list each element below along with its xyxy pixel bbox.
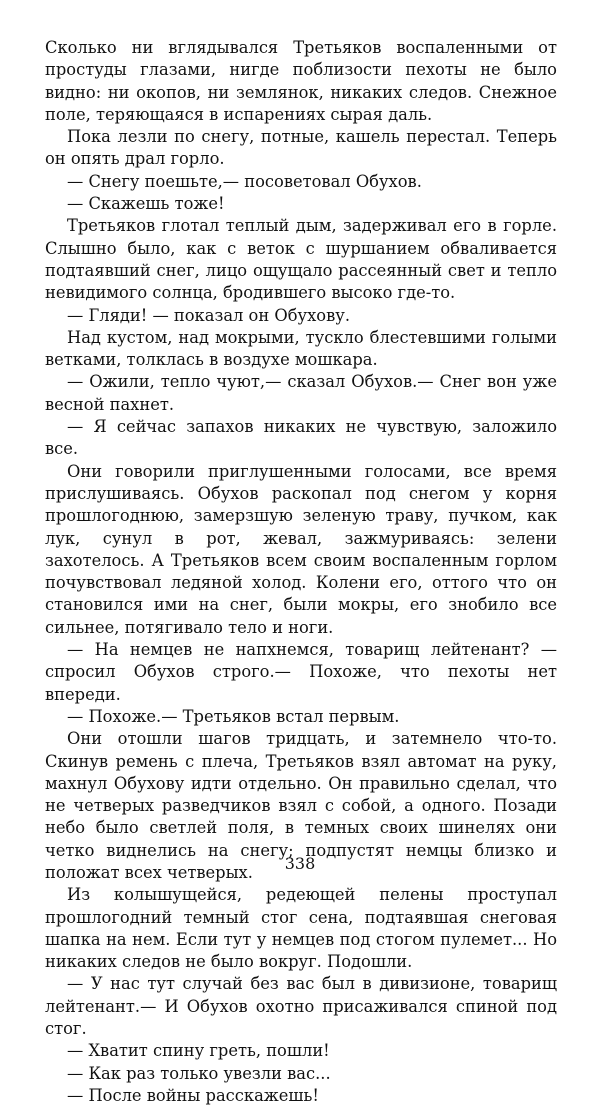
book-page-text <box>45 37 557 1107</box>
paragraph: Пока лезли по снегу, потные, кашель перестал. Теперь он опять драл горло. <box>45 127 557 169</box>
dialogue-line: — Хватит спину греть, пошли! <box>67 1041 330 1061</box>
dialogue-line: — На немцев не напхнемся, товарищ лейтенант? — спросил Обухов строго.— Похоже, что пехоты нет впереди. <box>45 640 557 704</box>
paragraph: Они говорили приглушенными голосами, все время прислушиваясь. Обухов раскопал под снегом у корня прошлогоднюю, замерзшую зеленую траву, пучком, как лук, сунул в рот, жевал, зажмуриваясь: зелени захотелось. А Третьяков всем своим воспаленным горлом почувствовал ледяной холод. Колени его, оттого что он становился ими на снег, были мокры, его знобило все сильнее, потягивало тело и ноги. <box>45 461 557 637</box>
dialogue-line: — Скажешь тоже! <box>67 194 225 214</box>
paragraph: Над кустом, над мокрыми, тускло блестевшими голыми ветками, толклась в воздухе мошкара. <box>45 327 557 370</box>
paragraph: Они отошли шагов тридцать, и затемнело что-то. Скинув ремень с плеча, Третьяков взял автомат на руку, махнул Обухову идти отдельно. Он правильно сделал, что не четверых разведчиков взял с собой, а одного. Позади небо было светлей поля, в темных своих шинелях они четко виднелись на снегу; подпустят немцы близко и положат всех четверых. <box>45 729 557 882</box>
dialogue-line: — Похоже.— Третьяков встал первым. <box>67 706 400 726</box>
dialogue-line: — У нас тут случай без вас был в дивизионе, товарищ лейтенант.— И Обухов охотно присаживался спиной под стог. <box>45 974 557 1039</box>
paragraph: Третьяков глотал теплый дым, задерживал его в горле. Слышно было, как с веток с шуршанием обваливается подтаявший снег, лицо ощущало рассеянный свет и тепло невидимого солнца, бродившего высоко где-то. <box>45 216 557 303</box>
dialogue-line: — После войны расскажешь! <box>67 1085 319 1105</box>
dialogue-line: — Ожили, тепло чуют,— сказал Обухов.— Снег вон уже весной пахнет. <box>45 372 557 414</box>
dialogue-line: — Как раз только увезли вас... <box>67 1063 331 1083</box>
dialogue-line: — Снегу поешьте,— посоветовал Обухов. <box>67 171 422 191</box>
dialogue-line: — Я сейчас запахов никаких не чувствую, заложило все. <box>45 417 557 459</box>
paragraph: Из колышущейся, редеющей пелены проступал прошлогодний темный стог сена, подтаявшая снеговая шапка на нем. Если тут у немцев под стогом пулемет... Но никаких следов не было вокруг. Подошли. <box>45 885 557 972</box>
paragraph: Сколько ни вглядывался Третьяков воспаленными от простуды глазами, нигде поблизости пехоты не было видно: ни окопов, ни землянок, никаких следов. Снежное поле, теряющаяся в испарениях сырая даль. <box>45 38 557 124</box>
page-number: 338 <box>284 854 316 873</box>
dialogue-line: — Гляди! — показал он Обухову. <box>67 305 351 325</box>
